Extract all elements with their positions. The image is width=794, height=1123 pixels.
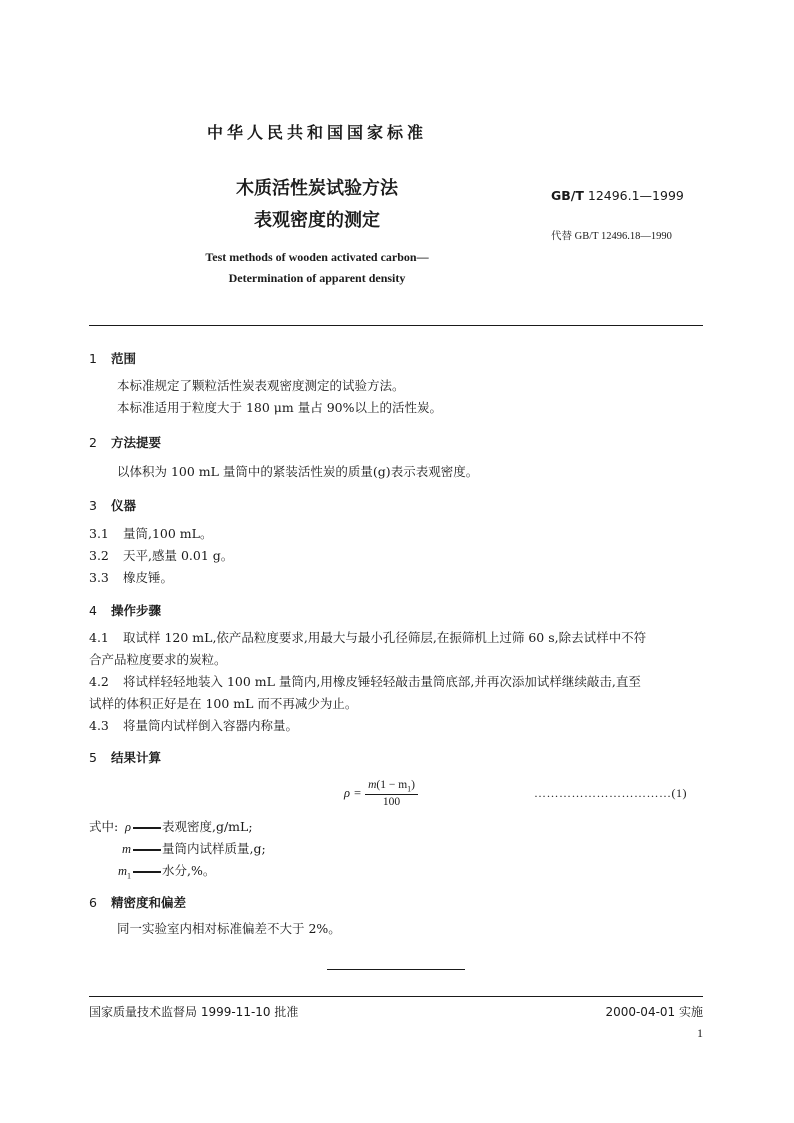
step-4-2 [89, 671, 703, 693]
formula-close: ) [411, 779, 415, 791]
formula-term: (1 − m [376, 779, 408, 791]
section-4-number: 4 [89, 603, 97, 618]
section-4-heading [89, 601, 161, 619]
where-label: 式中: [89, 819, 119, 834]
section-3-number: 3 [89, 498, 97, 513]
section-2-para-1: 以体积为 100 mL 量筒中的紧装活性炭的质量(g)表示表观密度。 [117, 464, 479, 479]
formula-fraction [365, 779, 418, 808]
formula-denominator: 100 [382, 796, 401, 809]
item-number: 3.1 [89, 526, 109, 541]
section-1-para-1: 本标准规定了颗粒活性炭表观密度测定的试验方法。 [117, 378, 405, 393]
section-6-heading [89, 893, 186, 911]
definition-symbol: ρ [125, 820, 131, 834]
step-text: 取试样 120 mL,依产品粒度要求,用最大与最小孔径筛层,在振筛机上过筛 60 s,除去试样中不符 [123, 630, 647, 645]
step-number: 4.2 [89, 674, 109, 689]
section-3-heading [89, 496, 136, 514]
formula-m: m [368, 779, 377, 791]
definition-item [117, 861, 215, 881]
definition-item [117, 839, 266, 857]
definition-dash [133, 827, 161, 829]
definition-text: 量筒内试样质量,g; [162, 841, 266, 856]
item-number: 3.2 [89, 548, 109, 563]
step-4-3 [89, 715, 703, 737]
definition-symbol: m [121, 842, 131, 856]
step-4-1 [89, 627, 703, 649]
section-1-title: 范围 [111, 351, 137, 366]
item-text: 橡皮锤。 [123, 570, 174, 585]
national-standard-heading: 中华人民共和国国家标准 [206, 123, 427, 142]
formula-subscript: 1 [407, 784, 412, 794]
end-divider [327, 969, 465, 970]
step-4-1-continued: 合产品粒度要求的炭粒。 [89, 652, 227, 667]
replaces-standard: 代替 GB/T 12496.18—1990 [551, 231, 672, 242]
definition-text: 水分,%。 [162, 863, 216, 878]
definition-item [117, 817, 253, 835]
standard-number [551, 188, 684, 203]
english-title-line-2: Determination of apparent density [228, 271, 406, 285]
formula-equals: = [354, 786, 362, 801]
standard-prefix: GB/T [551, 188, 584, 203]
section-2-heading [89, 433, 161, 451]
step-text: 将试样轻轻地装入 100 mL 量筒内,用橡皮锤轻轻敲击量筒底部,并再次添加试样继续敲击,直至 [123, 674, 641, 689]
section-4-title: 操作步骤 [111, 603, 162, 618]
step-number: 4.1 [89, 630, 109, 645]
item-text: 天平,感量 0.01 g。 [123, 548, 234, 563]
step-text: 将量筒内试样倒入容器内称量。 [123, 718, 299, 733]
formula-numerator [365, 779, 418, 795]
section-2-number: 2 [89, 435, 97, 450]
formula-lhs: ρ [344, 786, 350, 801]
section-5-heading [89, 748, 161, 766]
list-item [89, 545, 233, 567]
list-item [89, 523, 212, 545]
document-title-line-2: 表观密度的测定 [254, 210, 380, 231]
section-1-number: 1 [89, 351, 97, 366]
section-5-title: 结果计算 [111, 750, 162, 765]
definition-text: 表观密度,g/mL; [162, 819, 253, 834]
section-3-title: 仪器 [111, 498, 137, 513]
step-4-2-continued: 试样的体积正好是在 100 mL 而不再减少为止。 [89, 696, 358, 711]
document-title-line-1: 木质活性炭试验方法 [236, 178, 398, 199]
definition-dash [133, 849, 161, 851]
definition-dash [133, 871, 161, 873]
section-6-para-1: 同一实验室内相对标准偏差不大于 2%。 [117, 921, 341, 936]
section-6-number: 6 [89, 895, 97, 910]
list-item [89, 567, 173, 589]
equation-number: ……………………………(1) [534, 786, 687, 800]
section-1-para-2: 本标准适用于粒度大于 180 μm 量占 90%以上的活性炭。 [117, 400, 443, 415]
section-2-title: 方法提要 [111, 435, 162, 450]
definition-symbol-subscript: 1 [127, 871, 131, 881]
header-divider [89, 325, 703, 326]
implementation-date: 2000-04-01 实施 [605, 1005, 703, 1019]
section-1-heading [89, 349, 136, 367]
item-number: 3.3 [89, 570, 109, 585]
section-5-number: 5 [89, 750, 97, 765]
footer-divider [89, 996, 703, 997]
approval-info: 国家质量技术监督局 1999-11-10 批准 [89, 1005, 299, 1019]
page-number: 1 [697, 1026, 703, 1040]
density-formula [344, 779, 418, 808]
step-number: 4.3 [89, 718, 109, 733]
section-6-title: 精密度和偏差 [111, 895, 187, 910]
english-title-line-1: Test methods of wooden activated carbon— [205, 250, 429, 264]
item-text: 量筒,100 mL。 [123, 526, 213, 541]
definition-symbol-base: m [117, 864, 127, 878]
standard-code: 12496.1—1999 [583, 188, 684, 203]
definition-symbol [117, 864, 131, 881]
